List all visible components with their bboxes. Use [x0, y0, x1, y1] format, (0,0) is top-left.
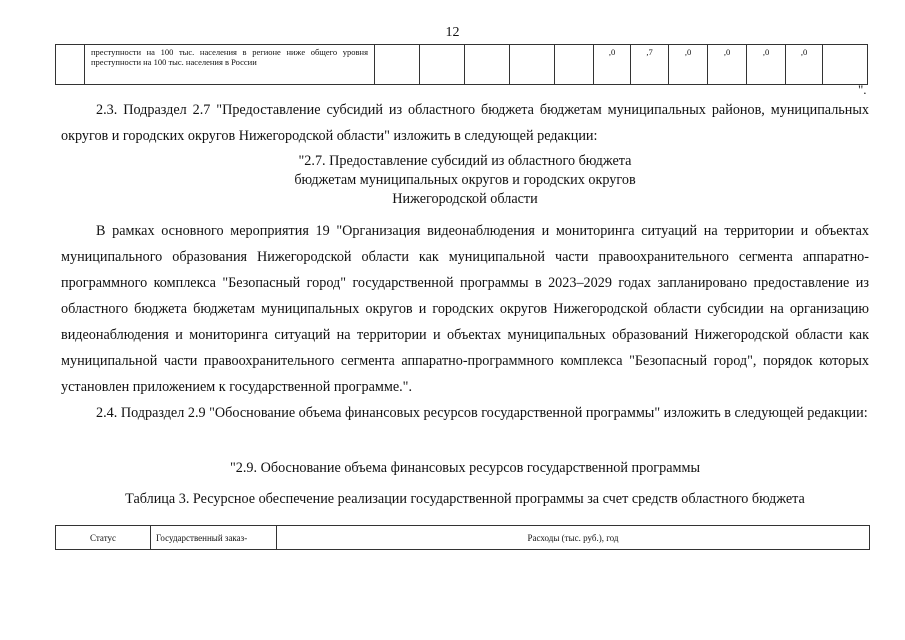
table-caption: Таблица 3. Ресурсное обеспечение реализации государственной программы за счет средств областного бюджета: [125, 491, 805, 507]
table-cell: ,0: [594, 45, 631, 85]
page-number: 12: [445, 25, 460, 40]
paragraph-2-3-text: 2.3. Подраздел 2.7 "Предоставление субсидий из областного бюджета бюджетам муниципальных районов, муниципальных округов и городских округов Нижегородской области" изложить в следующей редакции:: [61, 102, 869, 144]
column-header-expenses: Расходы (тыс. руб.), год: [277, 526, 870, 550]
body-paragraph: [61, 218, 869, 400]
table-cell: ,0: [669, 45, 708, 85]
table-cell: ,0: [786, 45, 823, 85]
table-row: [56, 45, 868, 85]
subsection-title-line2: бюджетам муниципальных округов и городских округов: [294, 172, 636, 188]
paragraph-2-4: [61, 400, 869, 426]
table-cell: [56, 45, 85, 85]
column-header-customer: Государственный заказ-: [151, 526, 277, 550]
table-cell: [465, 45, 510, 85]
body-paragraph-text: В рамках основного мероприятия 19 "Организация видеонаблюдения и мониторинга ситуаций на территории и объектах муниципального образования Нижегородской области как муниципальной части правоохранительного сегмента аппаратно-программного комплекса "Безопасный город" государственной программы в 2023–2029 годах запланировано предоставление из областного бюджета бюджетам муниципальных округов и городских округов Нижегородской области субсидии на организацию видеонаблюдения и мониторинга ситуаций на территории и объектах муниципальных образований Нижегородской области как муниципальной части правоохранительного сегмента аппаратно-программного комплекса "Безопасный город", порядок которых установлен приложением к государственной программе.".: [61, 223, 869, 395]
table-cell: [420, 45, 465, 85]
column-header-status: Статус: [56, 526, 151, 550]
table-cell: [823, 45, 868, 85]
table-cell: [375, 45, 420, 85]
subsection-title-line1: "2.7. Предоставление субсидий из областного бюджета: [298, 153, 632, 169]
closing-quote: ".: [858, 82, 867, 97]
subsection-title-line3: Нижегородской области: [392, 191, 538, 207]
paragraph-2-3: [61, 97, 869, 149]
section-title: "2.9. Обоснование объема финансовых ресурсов государственной программы: [229, 460, 700, 476]
table-cell: ,0: [708, 45, 747, 85]
resource-table: [55, 525, 870, 550]
table-cell: [555, 45, 594, 85]
table-cell: ,7: [631, 45, 669, 85]
subsection-title: [0, 152, 905, 209]
indicator-table: [55, 44, 868, 85]
table-cell: ,0: [747, 45, 786, 85]
table-header-row: [56, 526, 870, 550]
indicator-cell: преступности на 100 тыс. населения в регионе ниже общего уровня преступности на 100 тыс. населения в России: [85, 45, 375, 85]
table-cell: [510, 45, 555, 85]
paragraph-2-4-text: 2.4. Подраздел 2.9 "Обоснование объема финансовых ресурсов государственной программы" изложить в следующей редакции:: [96, 405, 868, 421]
